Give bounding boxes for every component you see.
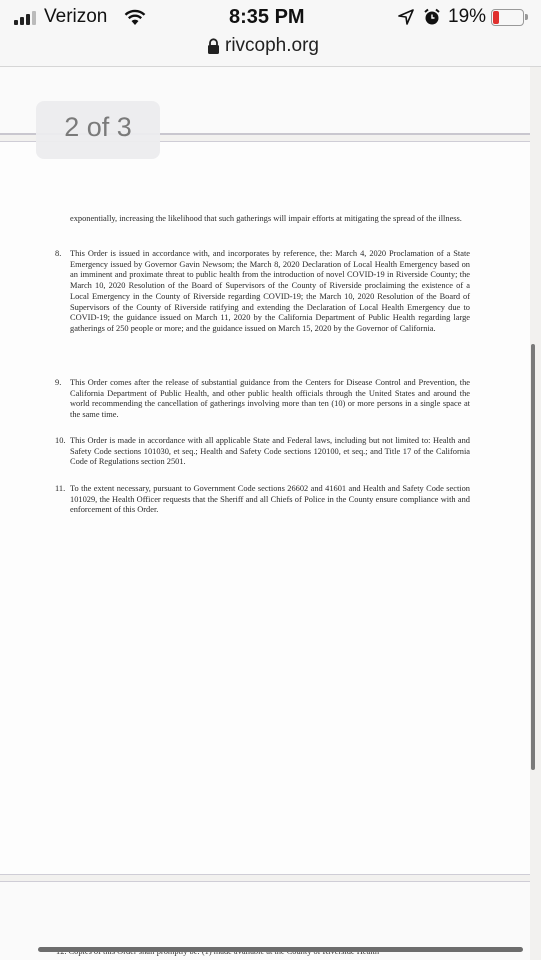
url-domain[interactable]: rivcoph.org [225, 35, 319, 56]
battery-percentage: 19% [448, 6, 487, 27]
status-time: 8:35 PM [229, 6, 305, 28]
pdf-viewer[interactable] [0, 67, 541, 960]
status-bar [0, 0, 541, 34]
page-indicator [36, 101, 160, 159]
vertical-scrollbar[interactable] [531, 344, 535, 770]
paragraph-fragment: exponentially, increasing the likelihood that such gatherings will impair efforts at mitigating the spread of the illness. [70, 214, 462, 223]
item-text: To the extent necessary, pursuant to Government Code sections 26602 and 41601 and Health and Safety Code section 101029, the Health Officer requests that the Sheriff and all Chiefs of Police in the County ensure compliance with and enforcement of this Order. [70, 484, 470, 515]
wifi-icon [123, 8, 147, 26]
item-text: This Order is issued in accordance with, and incorporates by reference, the: March 4, 2020 Proclamation of a State Emergency issued by Governor Gavin Newsom; the March 8, 2020 Declaration of Local Health Emergency based on an imminent and proximate threat to public health from the introduction of novel COVID-19 in Riverside County; the March 10, 2020 Resolution of the Board of Supervisors of the County of Riverside proclaiming the existence of a Local Emergency in the County of Riverside regarding COVID-19; the March 10, 2020 Resolution of the Board of Supervisors of the County of Riverside ratifying and extending the Declaration of Local Health Emergency due to COVID-19; the guidance issued on March 11, 2020 by the California Department of Public Health regarding large gatherings of 250 people or more; and the guidance issued on March 15, 2020 by the Governor of California. [70, 249, 470, 333]
alarm-icon [423, 8, 441, 26]
item-text: This Order comes after the release of substantial guidance from the Centers for Disease Control and Prevention, the California Department of Public Health, and other public health officials through the United States and around the world recommending the cancellation of gatherings involving more than ten (10) or more persons in a single space at the same time. [70, 378, 470, 420]
item-number: 9. [55, 378, 62, 387]
location-arrow-icon [398, 9, 414, 25]
carrier-name: Verizon [44, 6, 108, 27]
cellular-signal-icon [14, 11, 36, 25]
address-bar[interactable] [0, 34, 541, 67]
item-number: 8. [55, 249, 62, 258]
item-text: This Order is made in accordance with all applicable State and Federal laws, including but not limited to: Health and Safety Code sections 101030, et seq.; Health and Safety Code sections 120100, et seq.; and Title 17 of the California Code of Regulations section 2501. [70, 436, 470, 467]
page-indicator-label: 2 of 3 [64, 112, 132, 142]
battery-icon [491, 9, 524, 26]
item-number: 10. [55, 436, 66, 445]
lock-icon [207, 38, 220, 55]
item-number: 11. [55, 484, 66, 493]
horizontal-scrollbar[interactable] [38, 947, 523, 952]
